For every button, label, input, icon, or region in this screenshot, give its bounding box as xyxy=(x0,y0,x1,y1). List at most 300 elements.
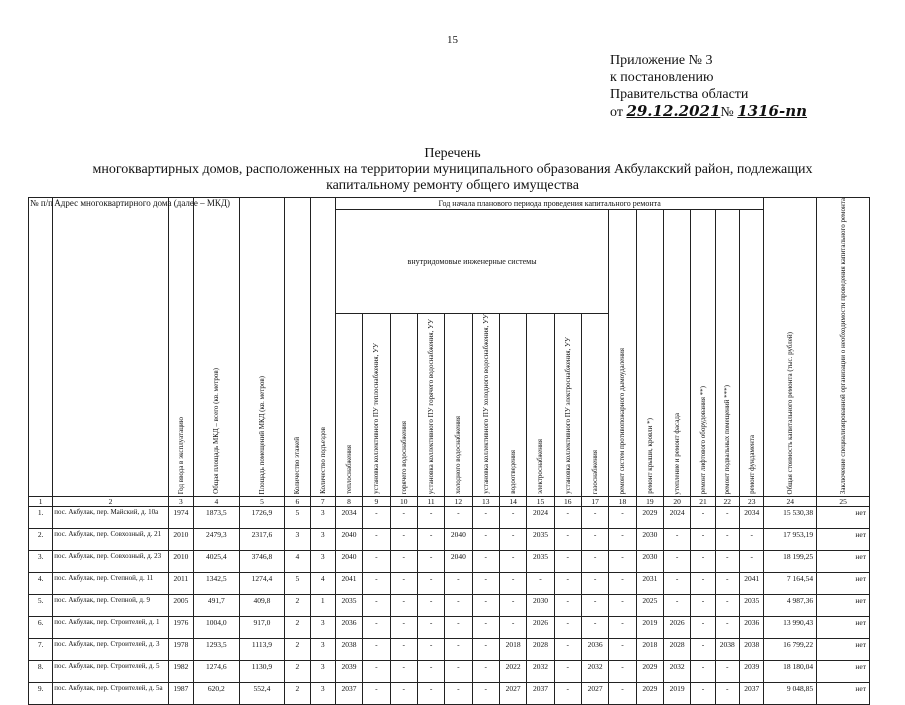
table-cell: 2038 xyxy=(739,639,764,661)
header-c17: газоснабжения xyxy=(591,449,600,495)
header-engineering-systems: внутридомовые инженерные системы xyxy=(335,210,608,314)
table-cell: 2031 xyxy=(636,573,663,595)
table-cell: - xyxy=(663,573,690,595)
table-cell: 2027 xyxy=(581,683,608,705)
column-number: 16 xyxy=(554,497,581,507)
conclusion-cell: нет xyxy=(817,507,870,529)
table-cell: 2 xyxy=(285,683,310,705)
table-cell: 5 xyxy=(285,573,310,595)
table-cell: 2037 xyxy=(739,683,764,705)
appendix-line-3: Правительства области xyxy=(610,87,749,102)
table-cell: - xyxy=(390,683,417,705)
column-number: 11 xyxy=(417,497,444,507)
table-cell: 2039 xyxy=(335,661,362,683)
column-number: 19 xyxy=(636,497,663,507)
column-number: 3 xyxy=(168,497,193,507)
column-number: 13 xyxy=(472,497,499,507)
table-cell: 2028 xyxy=(663,639,690,661)
table-cell: 2038 xyxy=(335,639,362,661)
table-cell: - xyxy=(390,573,417,595)
table-cell: - xyxy=(691,573,715,595)
conclusion-cell: нет xyxy=(817,551,870,573)
table-cell: 2 xyxy=(285,617,310,639)
column-number: 10 xyxy=(390,497,417,507)
table-cell: 2 xyxy=(285,661,310,683)
table-cell: 3. xyxy=(29,551,53,573)
table-cell: - xyxy=(554,595,581,617)
resolution-number: 1316-пп xyxy=(737,102,808,120)
table-cell: - xyxy=(609,595,636,617)
table-cell: 3746,8 xyxy=(239,551,285,573)
table-cell: 1293,5 xyxy=(194,639,240,661)
table-cell: 2040 xyxy=(335,551,362,573)
table-row xyxy=(29,551,870,573)
table-cell: - xyxy=(609,639,636,661)
table-cell: - xyxy=(363,617,390,639)
table-cell: - xyxy=(715,683,739,705)
column-number: 9 xyxy=(363,497,390,507)
table-cell: 2479,3 xyxy=(194,529,240,551)
address-cell: пос. Акбулак, пер. Степной, д. 9 xyxy=(53,595,168,617)
table-cell: 3 xyxy=(285,529,310,551)
table-cell: 2036 xyxy=(335,617,362,639)
table-cell: - xyxy=(499,595,526,617)
table-cell: 9. xyxy=(29,683,53,705)
table-cell: - xyxy=(663,551,690,573)
table-cell: 2030 xyxy=(636,551,663,573)
table-cell: - xyxy=(363,683,390,705)
table-cell: - xyxy=(417,551,444,573)
column-number: 8 xyxy=(335,497,362,507)
header-c9: установка коллективного ПУ теплоснабжения, УУ xyxy=(372,343,381,495)
header-conclusion: Заключение специализированной организации о необходимости проведения капитального ремонта xyxy=(839,198,848,495)
table-cell: 2028 xyxy=(527,639,554,661)
column-number: 6 xyxy=(285,497,310,507)
table-cell: - xyxy=(691,551,715,573)
table-cell: 2029 xyxy=(636,661,663,683)
table-row xyxy=(29,683,870,705)
address-cell: пос. Акбулак, пер. Совхозный, д. 23 xyxy=(53,551,168,573)
resolution-date: 29.12.2021 xyxy=(626,102,721,120)
header-floors: Количество этажей xyxy=(293,436,302,495)
table-cell: 2040 xyxy=(445,551,472,573)
table-cell: 2010 xyxy=(168,551,193,573)
table-cell: 4 xyxy=(285,551,310,573)
table-cell: 1726,9 xyxy=(239,507,285,529)
table-cell: 2029 xyxy=(636,683,663,705)
header-c19: ремонт крыши, кровли *) xyxy=(645,418,654,495)
table-cell: 4. xyxy=(29,573,53,595)
table-cell: 2041 xyxy=(335,573,362,595)
column-number: 24 xyxy=(764,497,817,507)
table-cell: 5. xyxy=(29,595,53,617)
buildings-table xyxy=(28,197,870,705)
table-cell: - xyxy=(609,507,636,529)
table-cell: 491,7 xyxy=(194,595,240,617)
table-cell: 3 xyxy=(310,617,335,639)
table-cell: 1982 xyxy=(168,661,193,683)
table-cell: - xyxy=(609,683,636,705)
table-cell: - xyxy=(499,551,526,573)
table-cell: - xyxy=(527,573,554,595)
table-row xyxy=(29,617,870,639)
table-cell: - xyxy=(417,507,444,529)
table-cell: - xyxy=(445,661,472,683)
header-total-cost: Общая стоимость капитального ремонта (тыс. рублей) xyxy=(786,331,795,495)
table-cell: - xyxy=(663,595,690,617)
table-cell: - xyxy=(445,639,472,661)
appendix-line-4 xyxy=(610,103,807,121)
table-cell: 2024 xyxy=(663,507,690,529)
header-c12: холодного водоснабжения xyxy=(454,416,463,495)
table-cell: 552,4 xyxy=(239,683,285,705)
table-cell: 2039 xyxy=(739,661,764,683)
table-cell: 1976 xyxy=(168,617,193,639)
table-cell: - xyxy=(390,529,417,551)
header-c22: ремонт подвальных помещений ***) xyxy=(723,384,732,495)
table-cell: - xyxy=(472,595,499,617)
table-cell: 2035 xyxy=(527,551,554,573)
table-cell: - xyxy=(715,573,739,595)
table-cell: 2032 xyxy=(581,661,608,683)
table-cell: - xyxy=(663,529,690,551)
table-cell: 2035 xyxy=(739,595,764,617)
conclusion-cell: нет xyxy=(817,683,870,705)
address-cell: пос. Акбулак, пер. Степной, д. 11 xyxy=(53,573,168,595)
table-row xyxy=(29,639,870,661)
table-row xyxy=(29,595,870,617)
table-cell: 2030 xyxy=(636,529,663,551)
table-cell: - xyxy=(472,661,499,683)
conclusion-cell: нет xyxy=(817,529,870,551)
table-cell: - xyxy=(691,661,715,683)
header-num: № п/п xyxy=(29,198,53,497)
header-planned-period: Год начала планового периода проведения капитального ремонта xyxy=(335,198,764,210)
table-cell: - xyxy=(581,595,608,617)
table-cell: - xyxy=(691,529,715,551)
table-cell: - xyxy=(715,595,739,617)
table-cell: 2035 xyxy=(527,529,554,551)
header-premises-area: Площадь помещений МКД (кв. метров) xyxy=(257,375,266,495)
table-cell: 1342,5 xyxy=(194,573,240,595)
table-cell: 1974 xyxy=(168,507,193,529)
header-c14: водоотведения xyxy=(509,450,518,495)
table-cell: - xyxy=(554,683,581,705)
cost-cell: 16 799,22 xyxy=(764,639,817,661)
address-cell: пос. Акбулак, пер. Строителей, д. 3 xyxy=(53,639,168,661)
column-number: 7 xyxy=(310,497,335,507)
table-cell: 2011 xyxy=(168,573,193,595)
table-cell: 4 xyxy=(310,573,335,595)
table-cell: - xyxy=(554,573,581,595)
table-cell: - xyxy=(581,551,608,573)
header-address: Адрес многоквартирного дома (далее – МКД) xyxy=(53,198,168,497)
table-cell: 2. xyxy=(29,529,53,551)
table-cell: 2019 xyxy=(663,683,690,705)
table-cell: 2026 xyxy=(663,617,690,639)
table-cell: 8. xyxy=(29,661,53,683)
table-cell: - xyxy=(715,617,739,639)
document-title xyxy=(40,146,865,194)
table-cell: 2024 xyxy=(527,507,554,529)
table-cell: 2037 xyxy=(335,683,362,705)
appendix-line-1: Приложение № 3 xyxy=(610,53,713,68)
address-cell: пос. Акбулак, пер. Совхозный, д. 21 xyxy=(53,529,168,551)
table-body xyxy=(29,497,870,705)
table-cell: - xyxy=(715,661,739,683)
table-cell: - xyxy=(472,683,499,705)
table-cell: - xyxy=(390,617,417,639)
table-cell: 1978 xyxy=(168,639,193,661)
table-cell: 1987 xyxy=(168,683,193,705)
table-cell: 2041 xyxy=(739,573,764,595)
table-cell: - xyxy=(554,551,581,573)
header-c16: установка коллективного ПУ электроснабжения, УУ xyxy=(563,337,572,495)
table-cell: - xyxy=(417,529,444,551)
table-cell: - xyxy=(581,529,608,551)
cost-cell: 4 987,36 xyxy=(764,595,817,617)
column-number: 25 xyxy=(817,497,870,507)
table-cell: 3 xyxy=(310,661,335,683)
table-cell: - xyxy=(609,573,636,595)
table-cell: - xyxy=(715,529,739,551)
table-cell: 2034 xyxy=(739,507,764,529)
table-cell: - xyxy=(739,529,764,551)
table-cell: - xyxy=(554,507,581,529)
table-cell: - xyxy=(417,573,444,595)
table-cell: - xyxy=(417,617,444,639)
table-cell: 6. xyxy=(29,617,53,639)
table-cell: 2032 xyxy=(527,661,554,683)
table-cell: - xyxy=(472,507,499,529)
table-cell: 1. xyxy=(29,507,53,529)
table-cell: - xyxy=(363,529,390,551)
column-number: 21 xyxy=(691,497,715,507)
table-cell: 620,2 xyxy=(194,683,240,705)
column-number: 20 xyxy=(663,497,690,507)
table-cell: 3 xyxy=(310,551,335,573)
table-cell: 409,8 xyxy=(239,595,285,617)
header-c10: горячего водоснабжения xyxy=(399,420,408,495)
address-cell: пос. Акбулак, пер. Строителей, д. 5 xyxy=(53,661,168,683)
header-year-commission: Год ввода в эксплуатацию xyxy=(176,416,185,495)
table-cell: - xyxy=(609,661,636,683)
header-total-area: Общая площадь МКД – всего (кв. метров) xyxy=(212,368,221,495)
table-cell: 1274,6 xyxy=(194,661,240,683)
table-row xyxy=(29,529,870,551)
cost-cell: 17 953,19 xyxy=(764,529,817,551)
table-cell: - xyxy=(445,683,472,705)
table-cell: - xyxy=(472,573,499,595)
table-cell: - xyxy=(363,507,390,529)
table-cell: - xyxy=(691,617,715,639)
table-cell: - xyxy=(609,617,636,639)
table-cell: - xyxy=(363,639,390,661)
title-line-3: капитальному ремонту общего имущества xyxy=(326,178,579,193)
table-cell: - xyxy=(739,551,764,573)
table-cell: - xyxy=(609,529,636,551)
cost-cell: 18 180,04 xyxy=(764,661,817,683)
column-numbers-row xyxy=(29,497,870,507)
cost-cell: 7 164,54 xyxy=(764,573,817,595)
table-row xyxy=(29,573,870,595)
table-cell: - xyxy=(609,551,636,573)
header-c23: ремонт фундамента xyxy=(747,435,756,495)
table-cell: - xyxy=(691,683,715,705)
table-cell: 2034 xyxy=(335,507,362,529)
table-cell: - xyxy=(472,529,499,551)
conclusion-cell: нет xyxy=(817,573,870,595)
table-cell: - xyxy=(417,595,444,617)
table-cell: - xyxy=(363,595,390,617)
table-cell: 3 xyxy=(310,529,335,551)
table-cell: - xyxy=(581,617,608,639)
table-cell: 917,0 xyxy=(239,617,285,639)
table-cell: - xyxy=(581,507,608,529)
header-entrances: Количество подъездов xyxy=(318,427,327,495)
table-cell: 4025,4 xyxy=(194,551,240,573)
table-cell: 2030 xyxy=(527,595,554,617)
table-cell: 2 xyxy=(285,639,310,661)
table-cell: 2018 xyxy=(499,639,526,661)
table-cell: - xyxy=(472,617,499,639)
table-cell: 1873,5 xyxy=(194,507,240,529)
table-cell: 2037 xyxy=(527,683,554,705)
table-cell: - xyxy=(445,617,472,639)
table-cell: 2036 xyxy=(581,639,608,661)
table-cell: 3 xyxy=(310,639,335,661)
column-number: 22 xyxy=(715,497,739,507)
cost-cell: 9 048,85 xyxy=(764,683,817,705)
column-number: 4 xyxy=(194,497,240,507)
from-label: от xyxy=(610,105,623,120)
table-cell: 2025 xyxy=(636,595,663,617)
table-cell: - xyxy=(554,617,581,639)
column-number: 2 xyxy=(53,497,168,507)
table-cell: - xyxy=(691,507,715,529)
column-number: 5 xyxy=(239,497,285,507)
header-c18: ремонт систем противопожарного дымоудаления xyxy=(618,347,627,495)
cost-cell: 18 199,25 xyxy=(764,551,817,573)
table-cell: - xyxy=(390,595,417,617)
table-cell: - xyxy=(472,639,499,661)
table-cell: 3 xyxy=(310,683,335,705)
table-cell: 2005 xyxy=(168,595,193,617)
table-cell: 1 xyxy=(310,595,335,617)
table-cell: 2317,6 xyxy=(239,529,285,551)
conclusion-cell: нет xyxy=(817,595,870,617)
header-c20: утепление и ремонт фасада xyxy=(673,412,682,495)
table-cell: - xyxy=(472,551,499,573)
table-cell: - xyxy=(715,551,739,573)
table-cell: 2027 xyxy=(499,683,526,705)
table-cell: 2035 xyxy=(335,595,362,617)
table-cell: - xyxy=(390,507,417,529)
table-cell: - xyxy=(390,551,417,573)
header-c13: установка коллективного ПУ холодного водоснабжения, УУ xyxy=(481,314,490,495)
column-number: 1 xyxy=(29,497,53,507)
table-row xyxy=(29,661,870,683)
title-line-1: Перечень xyxy=(424,146,481,161)
header-c11: установка коллективного ПУ горячего водоснабжения, УУ xyxy=(427,319,436,495)
table-cell: 2019 xyxy=(636,617,663,639)
table-cell: - xyxy=(715,507,739,529)
table-cell: - xyxy=(691,595,715,617)
header-c21: ремонт лифтового оборудования **) xyxy=(698,385,707,495)
column-number: 23 xyxy=(739,497,764,507)
header-c15: электроснабжения xyxy=(536,439,545,495)
table-cell: - xyxy=(499,529,526,551)
table-row xyxy=(29,507,870,529)
table-cell: 3 xyxy=(310,507,335,529)
table-cell: - xyxy=(554,661,581,683)
page-number: 15 xyxy=(447,34,458,46)
conclusion-cell: нет xyxy=(817,661,870,683)
table-cell: 2010 xyxy=(168,529,193,551)
table-cell: 2018 xyxy=(636,639,663,661)
table-cell: 1130,9 xyxy=(239,661,285,683)
table-cell: 2040 xyxy=(445,529,472,551)
table-cell: - xyxy=(417,683,444,705)
table-cell: 2036 xyxy=(739,617,764,639)
appendix-line-2: к постановлению xyxy=(610,70,714,85)
table-cell: - xyxy=(363,573,390,595)
table-cell: - xyxy=(554,529,581,551)
column-number: 17 xyxy=(581,497,608,507)
column-number: 18 xyxy=(609,497,636,507)
table-cell: - xyxy=(445,595,472,617)
table-cell: 2040 xyxy=(335,529,362,551)
table-cell: - xyxy=(417,661,444,683)
table-cell: - xyxy=(445,507,472,529)
column-number: 14 xyxy=(499,497,526,507)
table-cell: 2026 xyxy=(527,617,554,639)
table-cell: - xyxy=(499,507,526,529)
table-cell: 2022 xyxy=(499,661,526,683)
address-cell: пос. Акбулак, пер. Майский, д. 10а xyxy=(53,507,168,529)
table-cell: - xyxy=(390,661,417,683)
table-cell: 2 xyxy=(285,595,310,617)
table-cell: - xyxy=(445,573,472,595)
table-cell: - xyxy=(581,573,608,595)
header-c8: теплоснабжения xyxy=(345,445,354,495)
appendix-block xyxy=(610,52,807,121)
table-cell: - xyxy=(390,639,417,661)
column-number: 12 xyxy=(445,497,472,507)
table-cell: - xyxy=(363,551,390,573)
title-line-2: многоквартирных домов, расположенных на территории муниципального образования Акбулакский район, подлежащих xyxy=(92,162,813,177)
table-cell: - xyxy=(499,573,526,595)
number-label: № xyxy=(720,105,734,120)
table-cell: - xyxy=(499,617,526,639)
table-cell: 1004,0 xyxy=(194,617,240,639)
table-cell: 2029 xyxy=(636,507,663,529)
table-cell: - xyxy=(554,639,581,661)
table-cell: 2032 xyxy=(663,661,690,683)
table-cell: - xyxy=(691,639,715,661)
table-cell: - xyxy=(363,661,390,683)
table-cell: 7. xyxy=(29,639,53,661)
column-number: 15 xyxy=(527,497,554,507)
table-cell: - xyxy=(417,639,444,661)
table-cell: 2038 xyxy=(715,639,739,661)
address-cell: пос. Акбулак, пер. Строителей, д. 5а xyxy=(53,683,168,705)
conclusion-cell: нет xyxy=(817,617,870,639)
table-cell: 5 xyxy=(285,507,310,529)
cost-cell: 13 990,43 xyxy=(764,617,817,639)
conclusion-cell: нет xyxy=(817,639,870,661)
cost-cell: 15 530,38 xyxy=(764,507,817,529)
